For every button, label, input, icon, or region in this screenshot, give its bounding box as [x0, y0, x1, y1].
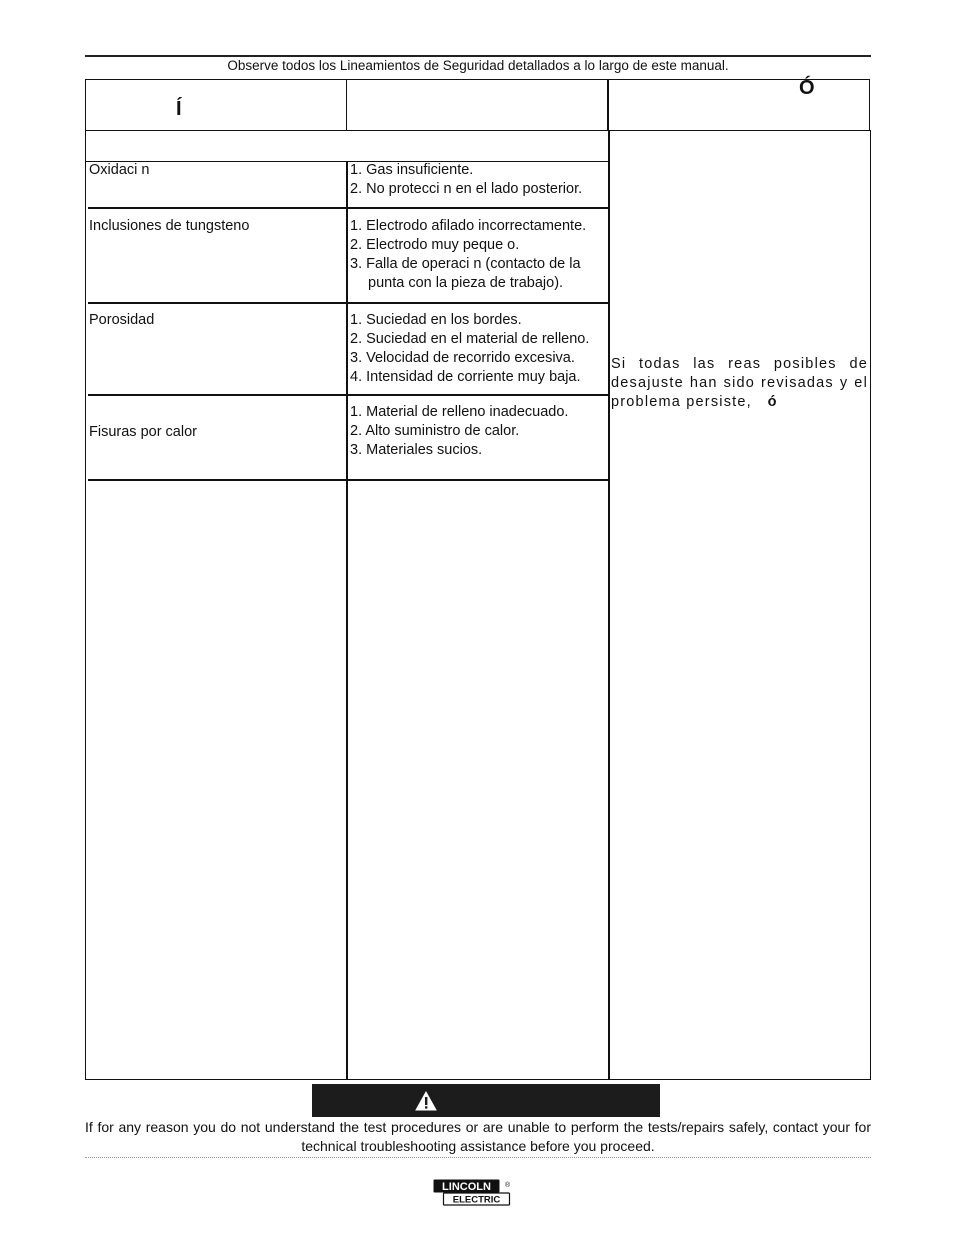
- column-divider-1: [346, 162, 348, 1080]
- warning-text: If for any reason you do not understand the test procedures or are unable to perform the tests/repairs safely, contact your for technical troubleshooting assistance before you proceed.: [85, 1119, 871, 1154]
- problem-heat-cracks: Fisuras por calor: [89, 424, 197, 440]
- logo-line2: ELECTRIC: [452, 1194, 501, 1206]
- logo-line1: LINCOLN: [442, 1181, 491, 1193]
- cause-item: 1. Gas insuficiente.: [350, 162, 474, 178]
- causes-heat-cracks: [350, 403, 608, 460]
- lincoln-electric-logo: [433, 1178, 513, 1213]
- cause-item: 1. Material de relleno inadecuado.: [350, 404, 569, 420]
- causes-oxidation: [350, 161, 608, 199]
- cause-item: 2. Suciedad en el material de relleno.: [350, 331, 590, 347]
- causes-porosity: [350, 311, 608, 387]
- problem-oxidation: Oxidaci n: [89, 162, 150, 178]
- caution-bar: [312, 1084, 660, 1117]
- problem-porosity: Porosidad: [89, 312, 155, 328]
- row-divider: [88, 302, 609, 304]
- footer-rule: [85, 1157, 871, 1158]
- causes-tungsten: [350, 217, 608, 293]
- row-divider: [88, 207, 609, 209]
- safety-note: Observe todos los Lineamientos de Seguridad detallados a lo largo de este manual.: [227, 58, 729, 73]
- row-divider: [88, 394, 609, 396]
- cause-item: 2. Alto suministro de calor.: [350, 423, 520, 439]
- cause-item: 3. Materiales sucios.: [350, 442, 483, 458]
- recommended-action-glyph: ó: [767, 394, 778, 410]
- cause-item: 3. Falla de operaci n (contacto de la: [350, 256, 581, 272]
- cause-item-continuation: [350, 274, 608, 293]
- cause-item: 2. No protecci n en el lado posterior.: [350, 181, 583, 197]
- top-rule: [85, 55, 871, 57]
- warning-icon: [415, 1091, 437, 1111]
- recommended-action: [611, 355, 868, 412]
- cause-item: 1. Electrodo afilado incorrectamente.: [350, 218, 587, 234]
- problem-tungsten: Inclusiones de tungsteno: [89, 218, 250, 234]
- row-divider: [88, 479, 609, 481]
- header-causes: [346, 79, 608, 131]
- recommended-action-text: Si todas las reas posibles de desajuste han sido revisadas y el problema persiste,: [611, 356, 868, 410]
- column-divider-2: [608, 130, 610, 1080]
- header-actions: [608, 79, 870, 131]
- logo-registered-mark: ®: [505, 1182, 511, 1189]
- cause-item: 4. Intensidad de corriente muy baja.: [350, 369, 581, 385]
- header-problems-glyph: Í: [176, 98, 182, 120]
- cause-continuation-text: punta con la pieza de trabajo).: [368, 275, 564, 291]
- cause-item: 2. Electrodo muy peque o.: [350, 237, 520, 253]
- header-problems: [85, 79, 347, 131]
- cause-item: 3. Velocidad de recorrido excesiva.: [350, 350, 575, 366]
- header-actions-glyph: Ó: [799, 77, 815, 99]
- cause-item: 1. Suciedad en los bordes.: [350, 312, 522, 328]
